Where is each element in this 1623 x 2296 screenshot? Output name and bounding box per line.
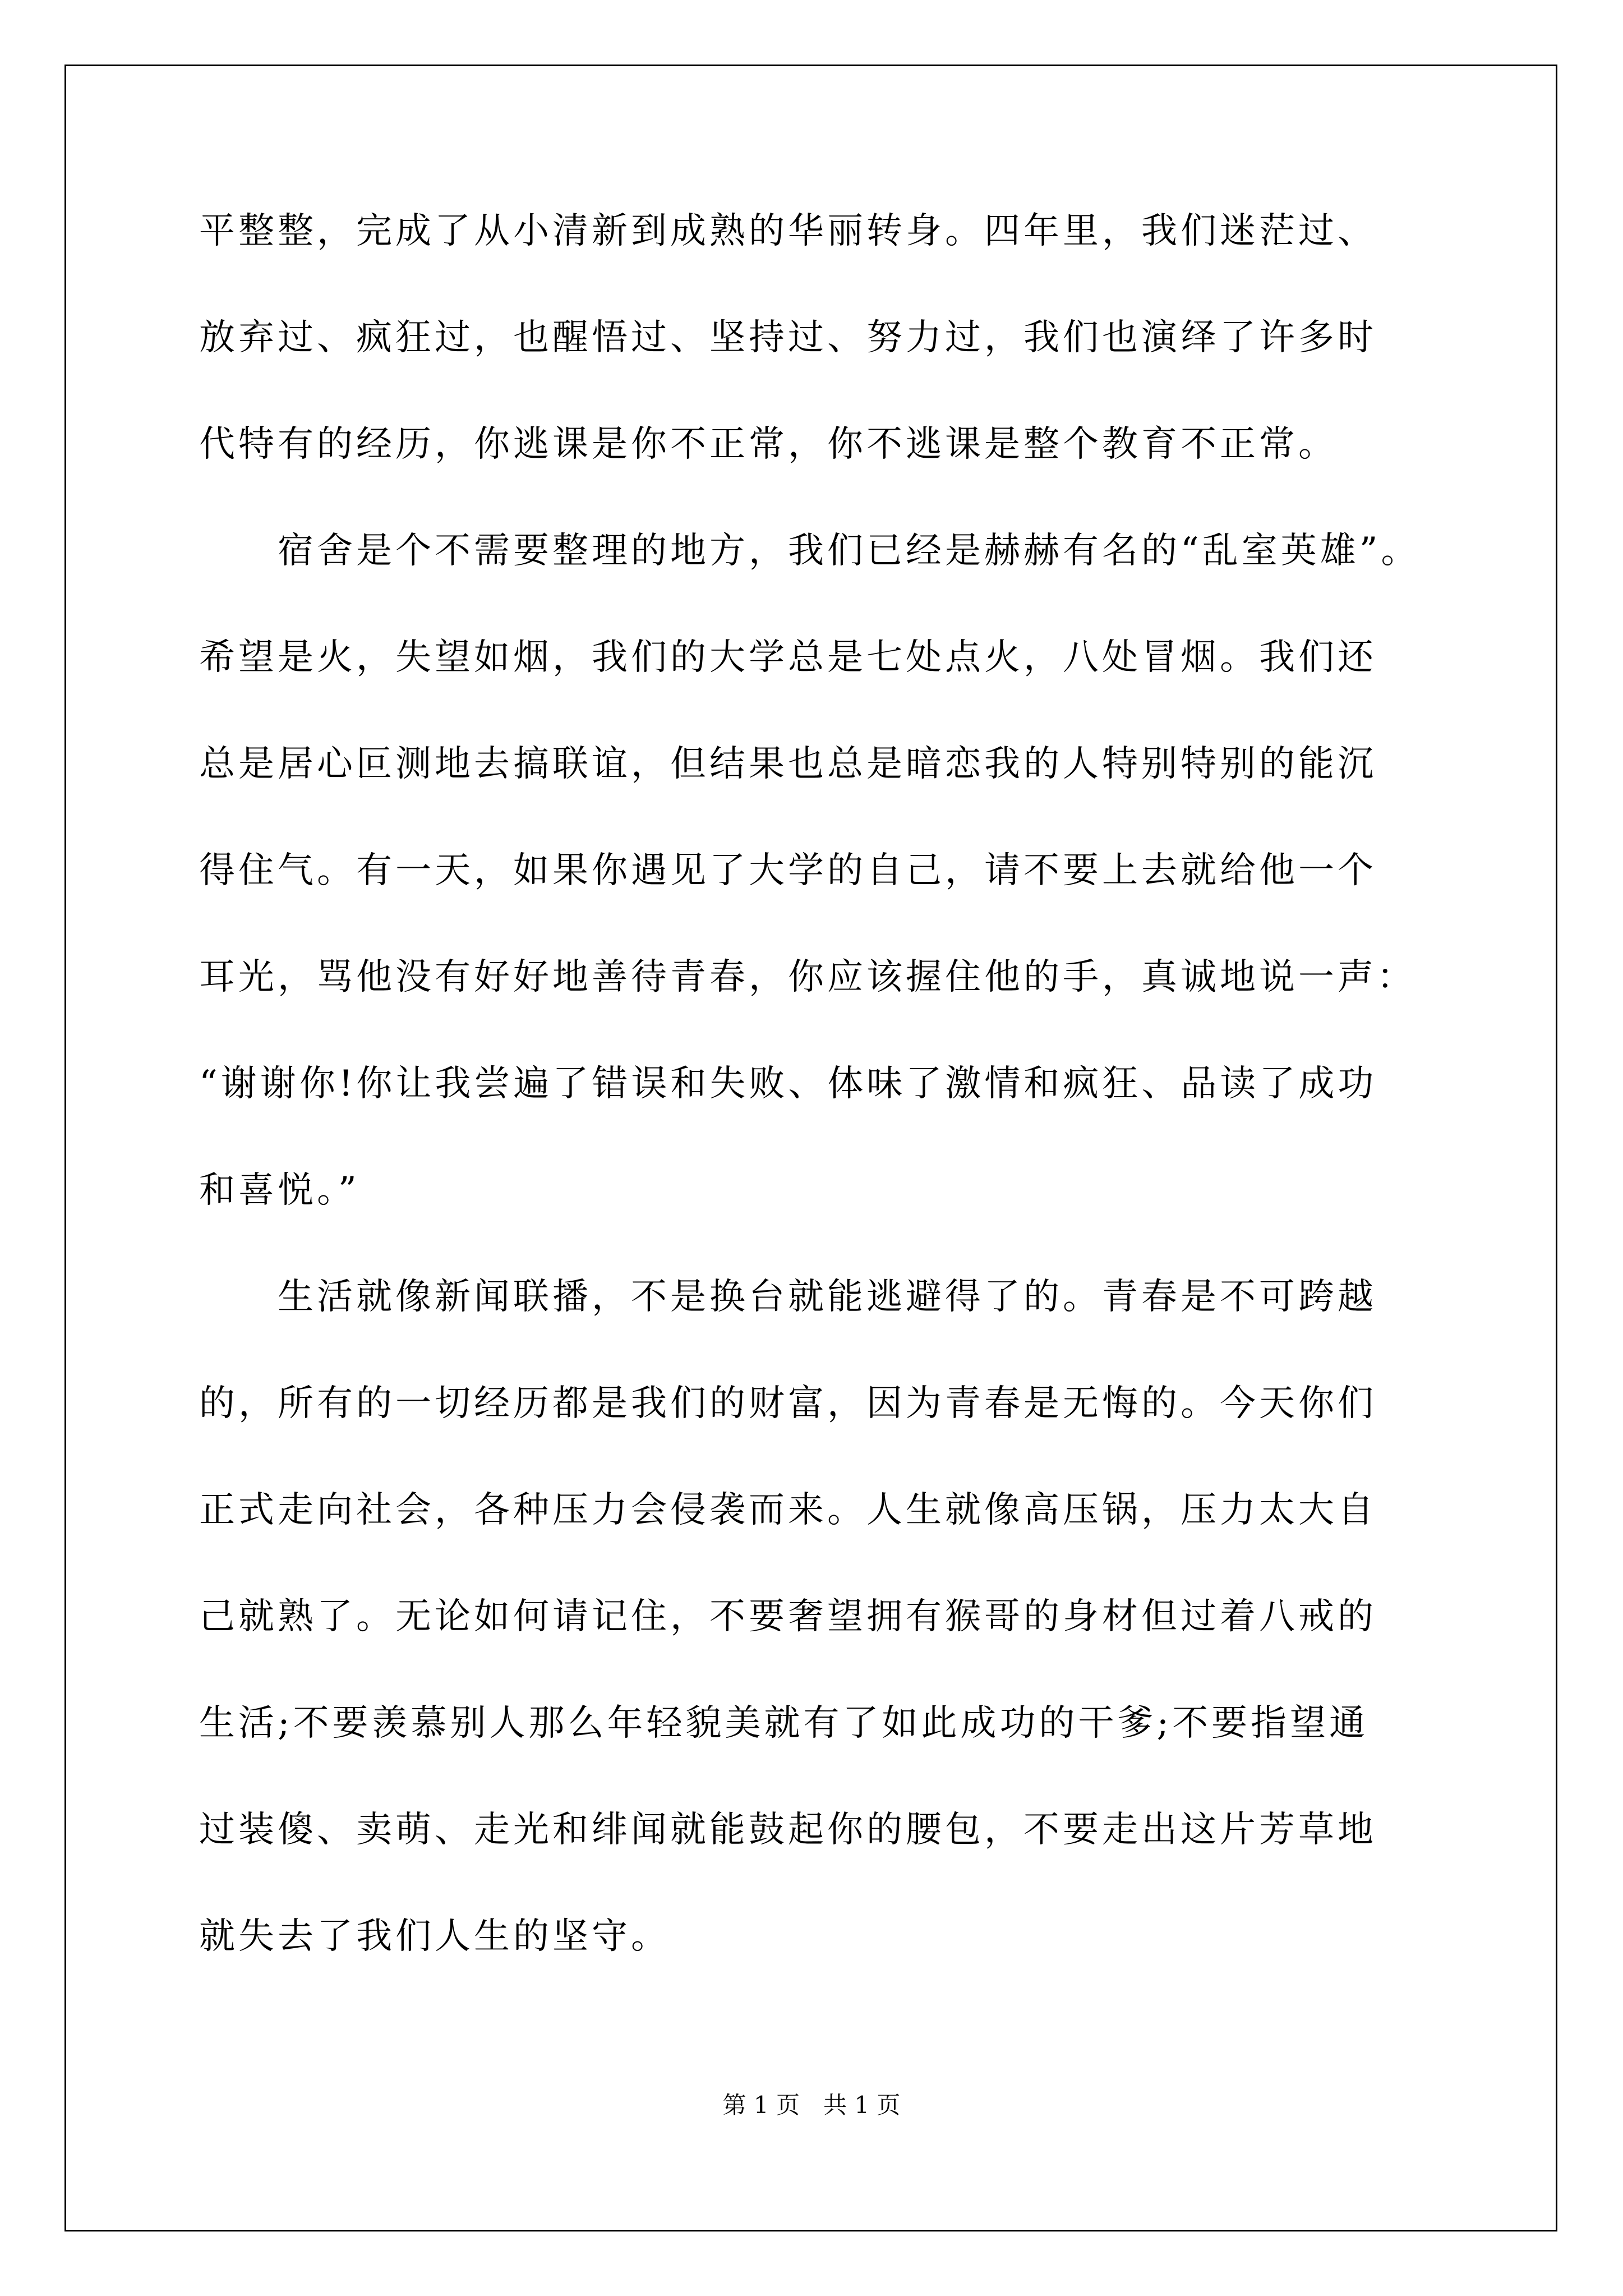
text-line: 总是居心叵测地去搞联谊，但结果也总是暗恋我的人特别特别的能沉 [199, 743, 1377, 785]
text-line: 平整整，完成了从小清新到成熟的华丽转身。四年里，我们迷茫过、 [199, 210, 1377, 252]
paragraph-start-line: 生活就像新闻联播，不是换台就能逃避得了的。青春是不可跨越 [278, 1276, 1377, 1318]
text-line: 和喜悦。” [199, 1170, 360, 1211]
text-line: 放弃过、疯狂过，也醒悟过、坚持过、努力过，我们也演绎了许多时 [199, 317, 1377, 358]
text-line: 生活;不要羡慕别人那么年轻貌美就有了如此成功的干爹;不要指望通 [199, 1703, 1369, 1744]
text-line: 耳光，骂他没有好好地善待青春，你应该握住他的手，真诚地说一声： [199, 956, 1416, 998]
text-line: 代特有的经历，你逃课是你不正常，你不逃课是整个教育不正常。 [199, 424, 1338, 465]
text-line: 己就熟了。无论如何请记住，不要奢望拥有猴哥的身材但过着八戒的 [199, 1596, 1377, 1637]
text-line: 过装傻、卖萌、走光和绯闻就能鼓起你的腰包，不要走出这片芳草地 [199, 1809, 1377, 1851]
text-line: 正式走向社会，各种压力会侵袭而来。人生就像高压锅，压力太大自 [199, 1489, 1377, 1531]
page-border [64, 65, 1557, 2231]
text-line: 得住气。有一天，如果你遇见了大学的自己，请不要上去就给他一个 [199, 850, 1377, 891]
paragraph-start-line: 宿舍是个不需要整理的地方，我们已经是赫赫有名的“乱室英雄”。 [278, 530, 1421, 572]
text-line: 希望是火，失望如烟，我们的大学总是七处点火，八处冒烟。我们还 [199, 637, 1377, 678]
text-line: 就失去了我们人生的坚守。 [199, 1916, 670, 1957]
text-line: 的，所有的一切经历都是我们的财富，因为青春是无悔的。今天你们 [199, 1383, 1377, 1424]
text-line: “谢谢你!你让我尝遍了错误和失败、体味了激情和疯狂、品读了成功 [199, 1063, 1377, 1105]
page-number-footer: 第 1 页 共 1 页 [722, 2091, 901, 2119]
